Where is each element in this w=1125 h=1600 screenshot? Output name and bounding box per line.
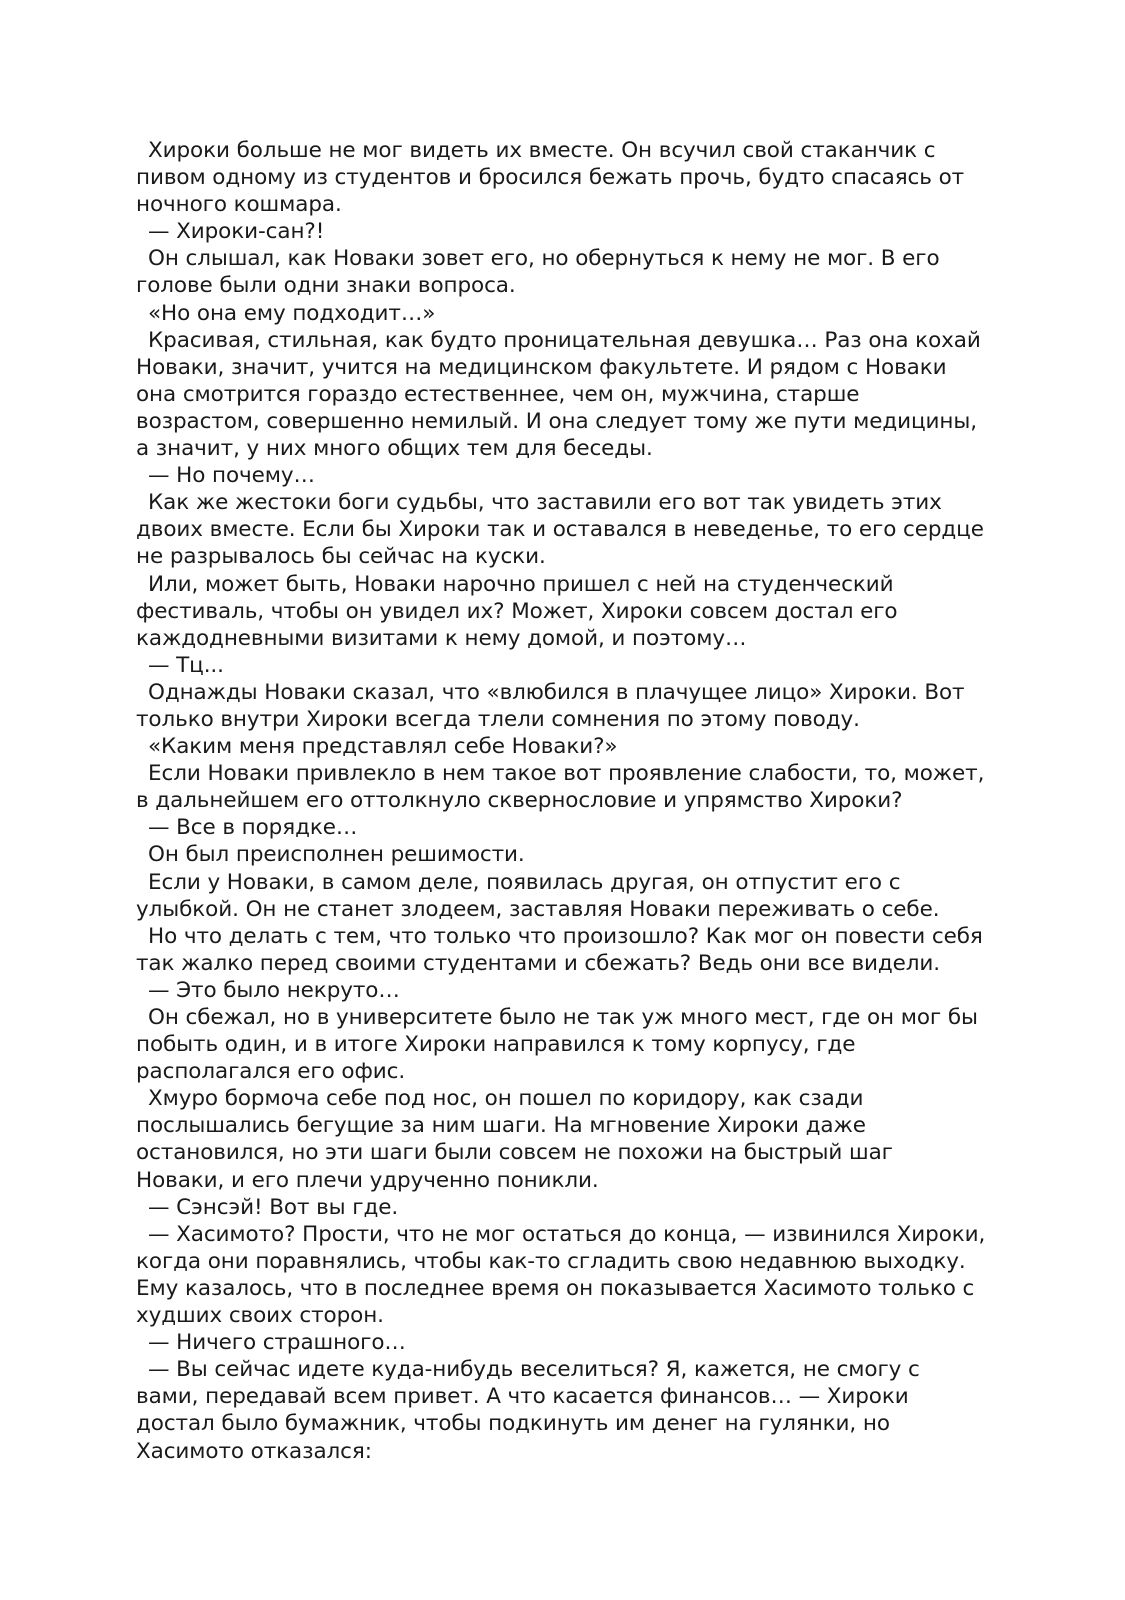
dialogue-line: — Все в порядке…	[148, 815, 358, 841]
paragraph: Если у Новаки, в самом деле, появилась другая, он отпустит его с улыбкой. Он не станет злодеем, заставляя Новаки переживать о себе.	[136, 869, 940, 922]
thought-line: «Каким меня представлял себе Новаки?»	[148, 734, 618, 760]
paragraph: Однажды Новаки сказал, что «влюбился в плачущее лицо» Хироки. Вот только внутри Хироки всегда тлели сомнения по этому поводу.	[136, 679, 965, 732]
text-column	[136, 137, 986, 1465]
paragraph: Он сбежал, но в университете было не так уж много мест, где он мог бы побыть один, и в итоге Хироки направился к тому корпусу, где располагался его офис.	[136, 1005, 978, 1085]
paragraph: Если Новаки привлекло в нем такое вот проявление слабости, то, может, в дальнейшем его оттолкнуло сквернословие и упрямство Хироки?	[136, 761, 985, 814]
dialogue-line: — Тц...	[148, 652, 224, 678]
dialogue-line: — Сэнсэй! Вот вы где.	[148, 1194, 399, 1220]
paragraph: Он был преисполнен решимости.	[148, 842, 525, 868]
paragraph: Или, может быть, Новаки нарочно пришел с ней на студенческий фестиваль, чтобы он увидел их? Может, Хироки совсем достал его каждодневными визитами к нему домой, и поэтому…	[136, 571, 898, 651]
dialogue-line: — Но почему…	[148, 463, 315, 489]
dialogue-line: — Хасимото? Прости, что не мог остаться до конца, — извинился Хироки, когда они поравнялись, чтобы как-то сгладить свою недавнюю выходку. Ему казалось, что в последнее время он показывается Хасимото только с худших своих сторон.	[136, 1221, 986, 1329]
paragraph: Как же жестоки боги судьбы, что заставили его вот так увидеть этих двоих вместе. Если бы Хироки так и оставался в неведенье, то его сердце не разрывалось бы сейчас на куски.	[136, 490, 984, 570]
dialogue-line: — Это было некруто…	[148, 977, 400, 1003]
paragraph: Хмуро бормоча себе под нос, он пошел по коридору, как сзади послышались бегущие за ним шаги. На мгновение Хироки даже остановился, но эти шаги были совсем не похожи на быстрый шаг Новаки, и его плечи удрученно поникли.	[136, 1086, 893, 1193]
dialogue-line: — Ничего страшного…	[148, 1330, 406, 1356]
paragraph: Он слышал, как Новаки зовет его, но обернуться к нему не мог. В его голове были одни знаки вопроса.	[136, 246, 940, 299]
paragraph: Красивая, стильная, как будто проницательная девушка… Раз она кохай Новаки, значит, учится на медицинском факультете. И рядом с Новаки она смотрится гораздо естественнее, чем он, мужчина, старше возрастом, совершенно немилый. И она следует тому же пути медицины, а значит, у них много общих тем для беседы.	[136, 327, 981, 462]
dialogue-line: — Вы сейчас идете куда-нибудь веселиться? Я, кажется, не смогу с вами, передавай всем привет. А что касается финансов… — Хироки достал было бумажник, чтобы подкинуть им денег на гулянки, но Хасимото отказался:	[136, 1357, 920, 1464]
dialogue-line: — Хироки-сан?!	[148, 219, 325, 245]
paragraph: Хироки больше не мог видеть их вместе. Он всучил свой стаканчик с пивом одному из студентов и бросился бежать прочь, будто спасаясь от ночного кошмара.	[136, 138, 965, 218]
thought-line: «Но она ему подходит…»	[148, 300, 436, 326]
paragraph: Но что делать с тем, что только что произошло? Как мог он повести себя так жалко перед своими студентами и сбежать? Ведь они все видели.	[136, 923, 983, 976]
